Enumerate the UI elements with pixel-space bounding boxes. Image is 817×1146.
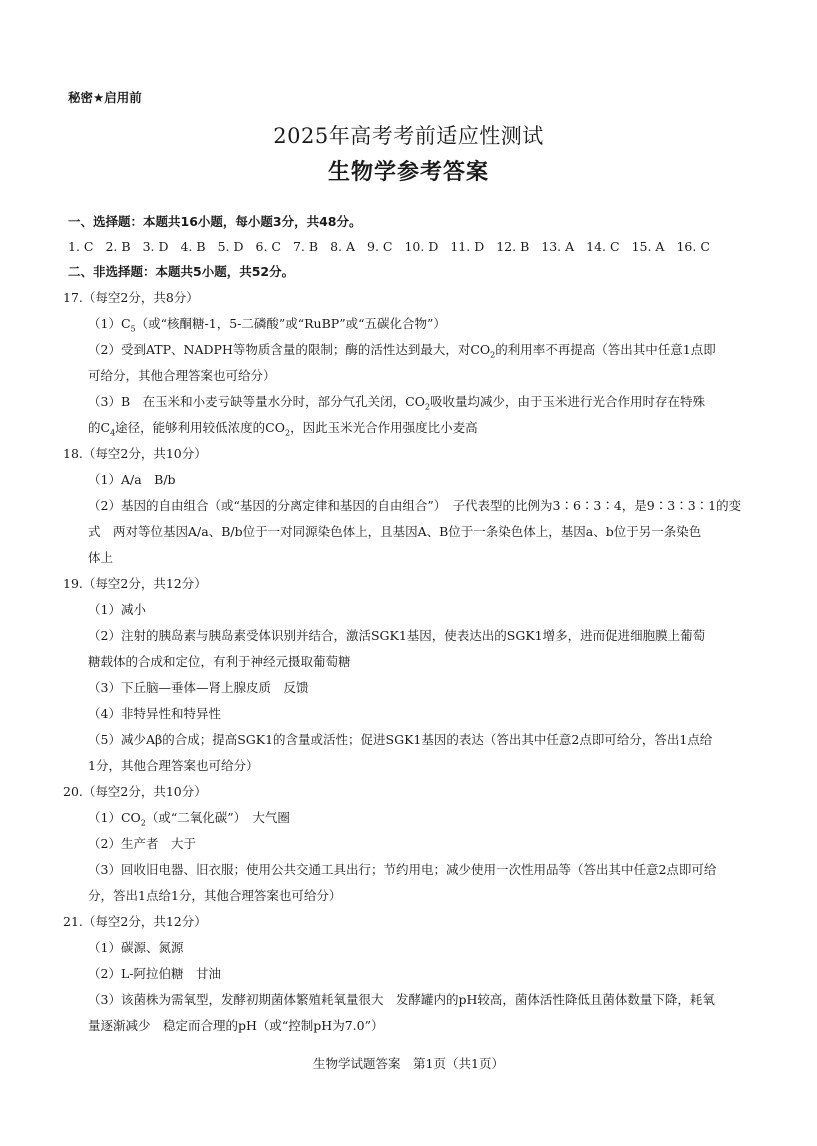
choice-answer: 3. D xyxy=(142,239,169,254)
q21-answer-3-cont: 量逐渐减少 稳定而合理的pH（或“控制pH为7.0”） xyxy=(88,1018,384,1033)
subscript: 2 xyxy=(285,428,291,438)
q17-answer-2-cont: 可给分，其他合理答案也可给分） xyxy=(88,368,276,383)
question-21-header: 21.（每空2分，共12分） xyxy=(63,914,207,929)
question-20-header: 20.（每空2分，共10分） xyxy=(63,784,207,799)
text-run: （1）CO xyxy=(88,810,141,825)
question-18-header: 18.（每空2分，共10分） xyxy=(63,446,207,461)
question-17-header: 17.（每空2分，共8分） xyxy=(63,290,199,305)
choice-answer: 14. C xyxy=(586,239,620,254)
q21-answer-2: （2）L-阿拉伯糖 甘油 xyxy=(88,966,221,981)
choice-answer: 8. A xyxy=(330,239,355,254)
q20-answer-2: （2）生产者 大于 xyxy=(88,836,196,851)
q18-answer-2-cont2: 体上 xyxy=(88,550,114,565)
choice-answer: 16. C xyxy=(676,239,710,254)
q17-answer-3 xyxy=(88,394,705,410)
text-run: 的C xyxy=(88,420,111,435)
q20-answer-3: （3）回收旧电器、旧衣服；使用公共交通工具出行；节约用电；减少使用一次性用品等（答出其中任意2点即可给 xyxy=(88,862,717,877)
text-run: 途径，能够利用较低浓度的CO xyxy=(115,420,285,435)
choice-answer: 2. B xyxy=(105,239,131,254)
q18-answer-2: （2）基因的自由组合（或“基因的分离定律和基因的自由组合”） 子代表型的比例为3∶6∶3∶4，是9∶3∶3∶1的变 xyxy=(88,498,742,513)
choice-answer: 9. C xyxy=(367,239,393,254)
text-run: 吸收量均减少，由于玉米进行光合作用时存在特殊 xyxy=(430,394,706,409)
choice-answer: 1. C xyxy=(68,239,94,254)
text-run: ，因此玉米光合作用强度比小麦高 xyxy=(290,420,478,435)
q19-answer-3: （3）下丘脑—垂体—肾上腺皮质 反馈 xyxy=(88,680,309,695)
text-run: （1）C xyxy=(88,316,131,331)
q18-answer-2-cont: 式 两对等位基因A/a、B/b位于一对同源染色体上，且基因A、B位于一条染色体上，基因a、b位于另一条染色 xyxy=(88,524,702,539)
q19-answer-2: （2）注射的胰岛素与胰岛素受体识别并结合，激活SGK1基因，使表达出的SGK1增多，进而促进细胞膜上葡萄 xyxy=(88,628,706,643)
q17-answer-3-cont xyxy=(88,420,478,436)
subscript: 5 xyxy=(130,324,136,334)
text-run: （2）受到ATP、NADPH等物质含量的限制；酶的活性达到最大，对CO xyxy=(88,342,491,357)
page-title: 生物学参考答案 xyxy=(327,160,489,185)
q17-answer-1 xyxy=(88,316,446,332)
subscript: 2 xyxy=(140,818,146,828)
subscript: 4 xyxy=(110,428,116,438)
text-run: 的利用率不再提高（答出其中任意1点即 xyxy=(495,342,716,357)
section-heading-choice: 一、选择题：本题共16小题，每小题3分，共48分。 xyxy=(68,214,362,229)
q21-answer-3: （3）该菌株为需氧型，发酵初期菌体繁殖耗氧量很大 发酵罐内的pH较高，菌体活性降低且菌体数量下降，耗氧 xyxy=(88,992,715,1007)
subscript: 2 xyxy=(424,402,431,412)
q18-answer-1: （1）A/a B/b xyxy=(88,472,176,487)
choice-answers xyxy=(68,239,722,255)
q21-answer-1: （1）碳源、氮源 xyxy=(88,940,184,955)
confidential-label: 秘密★启用前 xyxy=(68,90,142,105)
choice-answer: 4. B xyxy=(180,239,206,254)
choice-answer: 6. C xyxy=(255,239,281,254)
q19-answer-4: （4）非特异性和特异性 xyxy=(88,706,221,721)
q20-answer-3-cont: 分，答出1点给1分，其他合理答案也可给分） xyxy=(88,888,342,903)
choice-answer: 12. B xyxy=(496,239,530,254)
question-19-header: 19.（每空2分，共12分） xyxy=(63,576,207,591)
q17-answer-2 xyxy=(88,342,716,358)
exam-title: 2025年高考考前适应性测试 xyxy=(273,124,544,148)
text-run: （或“二氧化碳”） 大气圈 xyxy=(145,810,290,825)
choice-answer: 13. A xyxy=(541,239,575,254)
page-footer: 生物学试题答案 第1页（共1页） xyxy=(313,1056,504,1071)
q20-answer-1 xyxy=(88,810,290,826)
text-run: （3）B 在玉米和小麦亏缺等量水分时，部分气孔关闭，CO xyxy=(88,394,425,409)
q19-answer-5: （5）减少Aβ的合成；提高SGK1的含量或活性；促进SGK1基因的表达（答出其中任意2点即可给分，答出1点给 xyxy=(88,732,713,747)
section-heading-nonchoice: 二、非选择题：本题共5小题，共52分。 xyxy=(68,264,295,279)
q19-answer-5-cont: 1分，其他合理答案也可给分） xyxy=(88,758,259,773)
choice-answer: 15. A xyxy=(631,239,665,254)
q19-answer-2-cont: 糖载体的合成和定位，有利于神经元摄取葡萄糖 xyxy=(88,654,351,669)
q19-answer-1: （1）减小 xyxy=(88,602,146,617)
subscript: 2 xyxy=(490,350,496,360)
choice-answer: 10. D xyxy=(404,239,439,254)
choice-answer: 11. D xyxy=(450,239,485,254)
choice-answer: 5. D xyxy=(217,239,244,254)
text-run: （或“核酮糖-1，5-二磷酸”或“RuBP”或“五碳化合物”） xyxy=(135,316,446,331)
choice-answer: 7. B xyxy=(292,239,319,254)
